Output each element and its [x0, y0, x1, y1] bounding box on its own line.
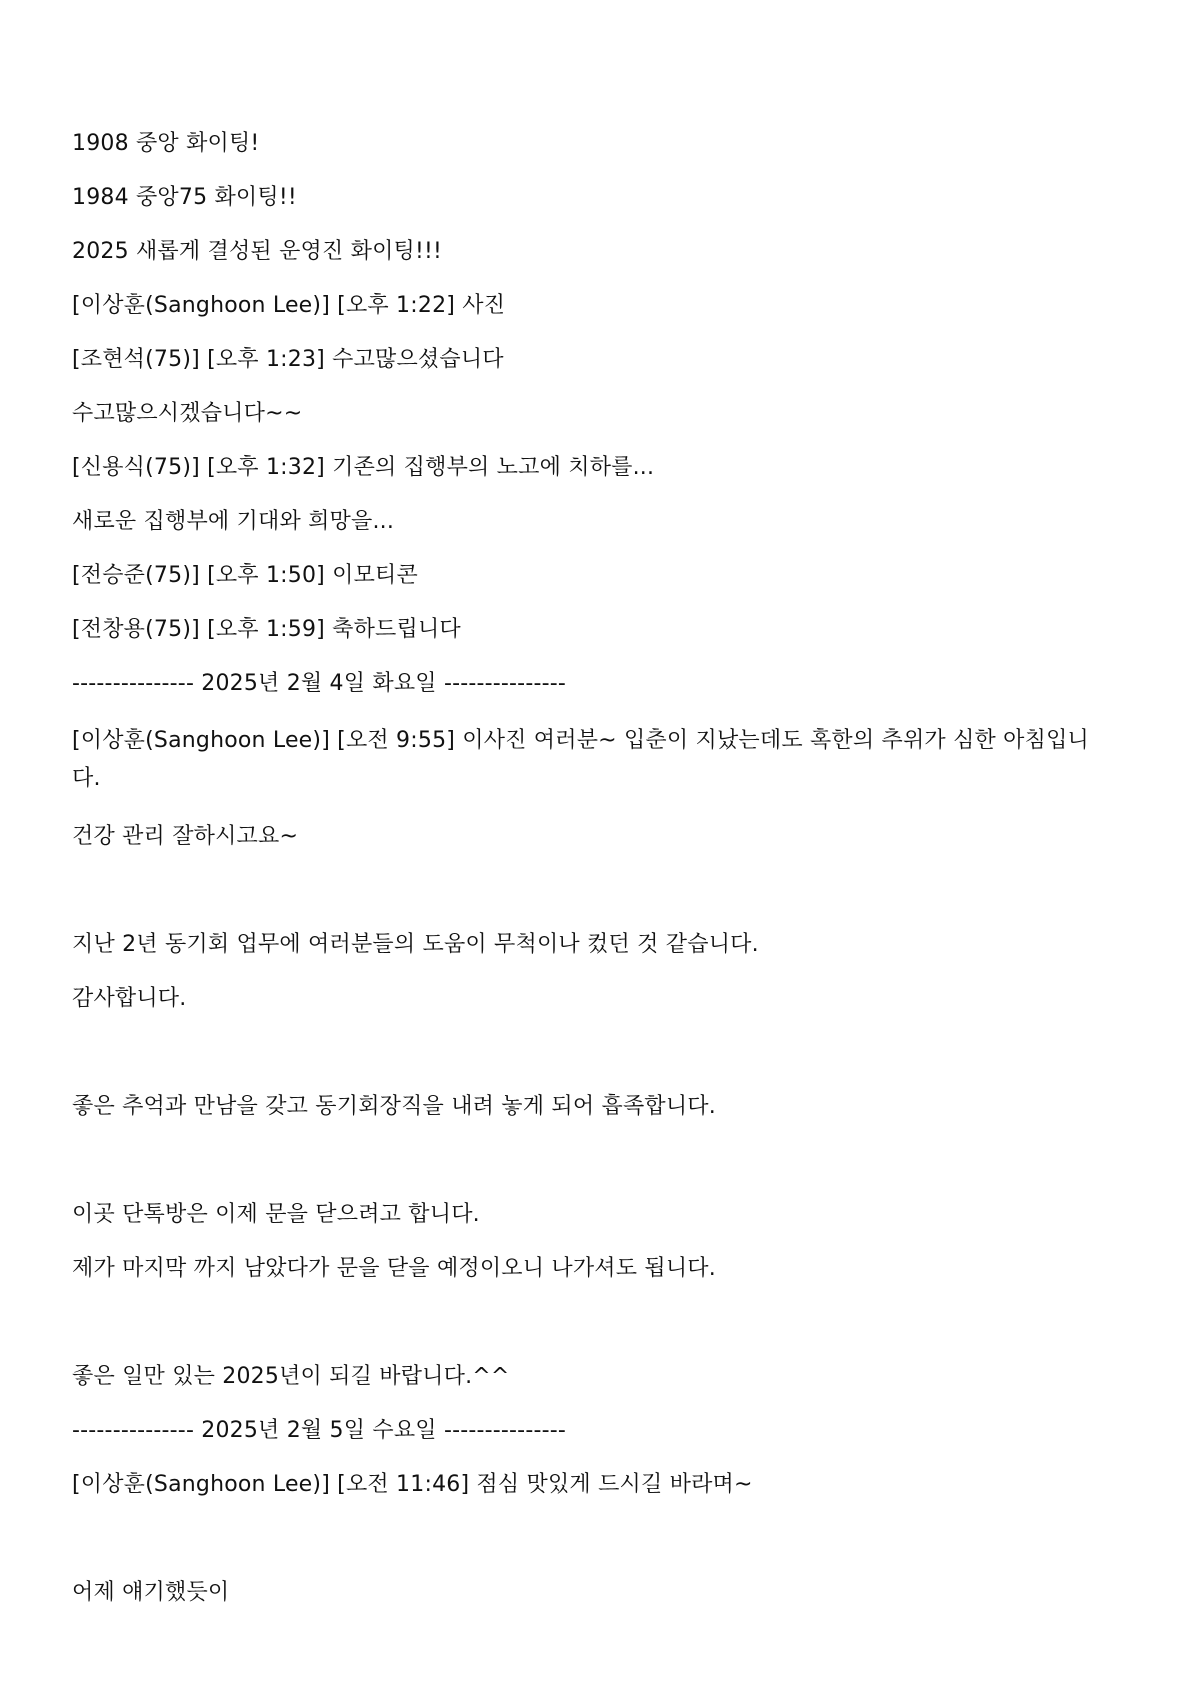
text-line: 1908 중앙 화이팅! [72, 131, 260, 156]
chat-log-text [72, 128, 1112, 1631]
blank-line [72, 1307, 1112, 1361]
text-line: 감사합니다. [72, 986, 187, 1011]
chat-message: [전창용(75)] [오후 1:59] 축하드립니다 [72, 617, 461, 642]
text-line: 좋은 일만 있는 2025년이 되길 바랍니다.^^ [72, 1364, 510, 1389]
chat-message: [이상훈(Sanghoon Lee)] [오후 1:22] 사진 [72, 293, 506, 318]
chat-message: [이상훈(Sanghoon Lee)] [오전 9:55] 이사진 여러분~ 입춘이 지났는데도 혹한의 추위가 심한 아침입니다. [72, 728, 1089, 791]
text-line: 제가 마지막 까지 남았다가 문을 닫을 예정이오니 나가셔도 됩니다. [72, 1256, 716, 1281]
date-separator: --------------- 2025년 2월 4일 화요일 --------------- [72, 671, 567, 696]
text-line: 지난 2년 동기회 업무에 여러분들의 도움이 무척이나 컸던 것 같습니다. [72, 932, 759, 957]
text-line: 좋은 추억과 만남을 갖고 동기회장직을 내려 놓게 되어 흡족합니다. [72, 1094, 716, 1119]
chat-message: [이상훈(Sanghoon Lee)] [오전 11:46] 점심 맛있게 드시길 바라며~ [72, 1472, 753, 1497]
text-line: 수고많으시겠습니다~~ [72, 401, 303, 426]
blank-line [72, 1037, 1112, 1091]
blank-line [72, 875, 1112, 929]
text-line: 이곳 단톡방은 이제 문을 닫으려고 합니다. [72, 1202, 480, 1227]
text-line: 2025 새롭게 결성된 운영진 화이팅!!! [72, 239, 443, 264]
text-line: 어제 얘기했듯이 [72, 1580, 230, 1605]
blank-line [72, 1523, 1112, 1577]
text-line: 1984 중앙75 화이팅!! [72, 185, 297, 210]
chat-message: [신용식(75)] [오후 1:32] 기존의 집행부의 노고에 치하를... [72, 455, 655, 480]
chat-message: [전승준(75)] [오후 1:50] 이모티콘 [72, 563, 418, 588]
blank-line [72, 1145, 1112, 1199]
chat-message: [조현석(75)] [오후 1:23] 수고많으셨습니다 [72, 347, 504, 372]
date-separator: --------------- 2025년 2월 5일 수요일 --------------- [72, 1418, 567, 1443]
text-line: 새로운 집행부에 기대와 희망을... [72, 509, 395, 534]
text-line: 건강 관리 잘하시고요~ [72, 824, 299, 849]
